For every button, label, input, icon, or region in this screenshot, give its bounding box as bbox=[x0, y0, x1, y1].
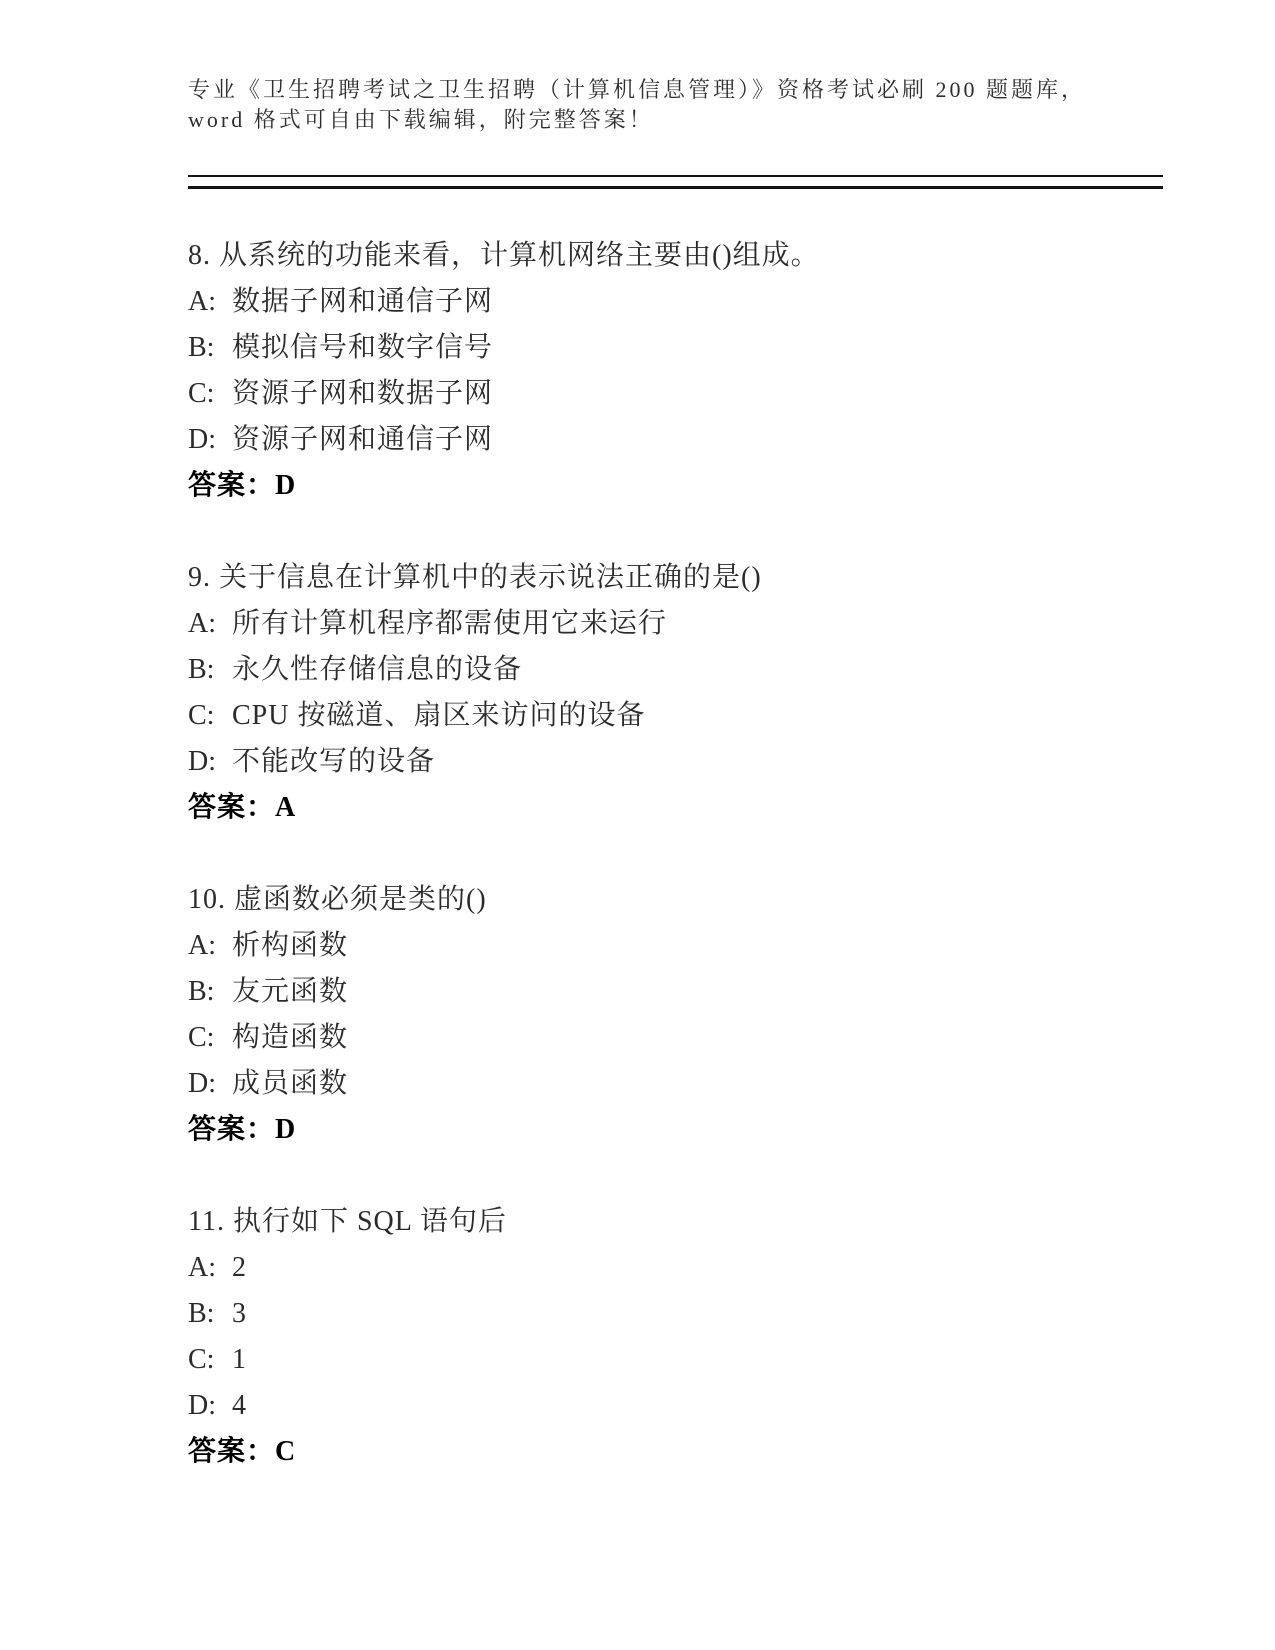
option-letter: C: bbox=[188, 1022, 215, 1053]
question-number: 11. bbox=[188, 1206, 225, 1237]
question-list bbox=[188, 233, 1215, 1475]
option-text: 构造函数 bbox=[232, 1022, 349, 1053]
option-letter: B: bbox=[188, 654, 215, 685]
option-text: 1 bbox=[232, 1344, 247, 1375]
option-letter: C: bbox=[188, 700, 215, 731]
option-letter: D: bbox=[188, 424, 216, 455]
question-block-11 bbox=[188, 1199, 1215, 1475]
question-block-9 bbox=[188, 555, 1215, 831]
option-text: 模拟信号和数字信号 bbox=[232, 332, 494, 363]
page-header bbox=[188, 75, 1215, 135]
option-text: 所有计算机程序都需使用它来运行 bbox=[232, 608, 668, 639]
option-text: 2 bbox=[232, 1252, 247, 1283]
answer-row bbox=[188, 463, 1215, 509]
header-divider-double-line bbox=[188, 175, 1163, 189]
option-letter: B: bbox=[188, 332, 215, 363]
answer-value: A bbox=[275, 792, 297, 823]
option-letter: A: bbox=[188, 930, 216, 961]
option-letter: B: bbox=[188, 1298, 215, 1329]
answer-value: D bbox=[275, 1114, 297, 1145]
option-row bbox=[188, 739, 1215, 785]
option-row bbox=[188, 1061, 1215, 1107]
option-row bbox=[188, 1291, 1215, 1337]
option-text: 成员函数 bbox=[232, 1068, 349, 1099]
answer-row bbox=[188, 785, 1215, 831]
question-title bbox=[188, 1199, 1215, 1245]
option-row bbox=[188, 417, 1215, 463]
option-row bbox=[188, 279, 1215, 325]
option-letter: D: bbox=[188, 746, 216, 777]
question-number: 8. bbox=[188, 240, 211, 271]
question-number: 9. bbox=[188, 562, 211, 593]
option-letter: C: bbox=[188, 378, 215, 409]
option-letter: D: bbox=[188, 1068, 216, 1099]
option-text: CPU 按磁道、扇区来访问的设备 bbox=[232, 700, 646, 731]
question-text: 执行如下 SQL 语句后 bbox=[232, 1206, 507, 1237]
question-title bbox=[188, 233, 1215, 279]
question-title bbox=[188, 877, 1215, 923]
option-letter: C: bbox=[188, 1344, 215, 1375]
option-row bbox=[188, 1383, 1215, 1429]
question-text: 关于信息在计算机中的表示说法正确的是() bbox=[219, 562, 762, 593]
option-text: 3 bbox=[232, 1298, 247, 1329]
option-text: 友元函数 bbox=[232, 976, 349, 1007]
answer-label: 答案： bbox=[188, 470, 276, 501]
option-text: 永久性存储信息的设备 bbox=[232, 654, 523, 685]
option-letter: A: bbox=[188, 286, 216, 317]
answer-value: D bbox=[275, 470, 297, 501]
answer-row bbox=[188, 1429, 1215, 1475]
answer-label: 答案： bbox=[188, 792, 276, 823]
answer-row bbox=[188, 1107, 1215, 1153]
answer-label: 答案： bbox=[188, 1436, 276, 1467]
header-line-1: 专业《卫生招聘考试之卫生招聘（计算机信息管理）》资格考试必刷 200 题题库， bbox=[188, 77, 1087, 102]
question-text: 虚函数必须是类的() bbox=[234, 884, 487, 915]
option-row bbox=[188, 371, 1215, 417]
option-text: 4 bbox=[232, 1390, 247, 1421]
question-block-8 bbox=[188, 233, 1215, 509]
option-text: 资源子网和数据子网 bbox=[232, 378, 494, 409]
option-text: 资源子网和通信子网 bbox=[232, 424, 494, 455]
option-text: 不能改写的设备 bbox=[232, 746, 436, 777]
option-text: 数据子网和通信子网 bbox=[232, 286, 494, 317]
question-title bbox=[188, 555, 1215, 601]
option-row bbox=[188, 1015, 1215, 1061]
option-row bbox=[188, 601, 1215, 647]
option-letter: A: bbox=[188, 1252, 216, 1283]
answer-label: 答案： bbox=[188, 1114, 276, 1145]
option-row bbox=[188, 969, 1215, 1015]
question-text: 从系统的功能来看，计算机网络主要由()组成。 bbox=[219, 240, 820, 271]
option-letter: D: bbox=[188, 1390, 216, 1421]
header-line-2: word 格式可自由下载编辑，附完整答案！ bbox=[188, 107, 654, 132]
option-text: 析构函数 bbox=[232, 930, 349, 961]
answer-value: C bbox=[275, 1436, 297, 1467]
option-row bbox=[188, 693, 1215, 739]
option-row bbox=[188, 1245, 1215, 1291]
option-letter: B: bbox=[188, 976, 215, 1007]
question-block-10 bbox=[188, 877, 1215, 1153]
option-row bbox=[188, 647, 1215, 693]
option-row bbox=[188, 1337, 1215, 1383]
option-row bbox=[188, 923, 1215, 969]
option-row bbox=[188, 325, 1215, 371]
option-letter: A: bbox=[188, 608, 216, 639]
question-number: 10. bbox=[188, 884, 226, 915]
